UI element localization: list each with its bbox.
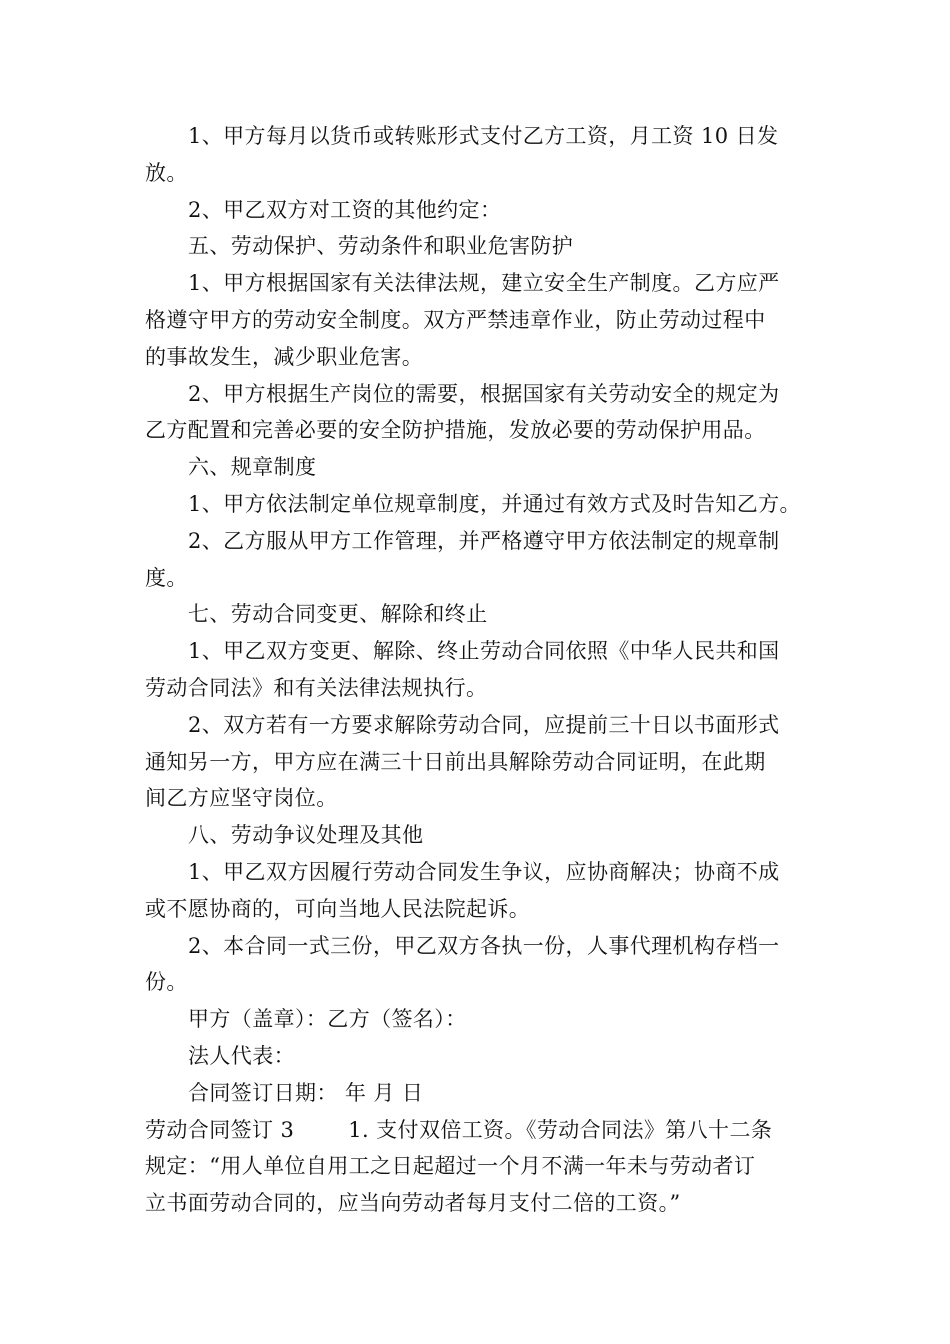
paragraph-line: 间乙方应坚守岗位。 <box>145 786 338 811</box>
sign-date-line: 合同签订日期： 年 月 日 <box>188 1080 424 1105</box>
section-3-line <box>145 1112 810 1149</box>
paragraph-line: 立书面劳动合同的，应当向劳动者每月支付二倍的工资。” <box>145 1191 681 1216</box>
section-heading: 五、劳动保护、劳动条件和职业危害防护 <box>188 234 574 259</box>
paragraph-line: 份。 <box>145 970 188 995</box>
paragraph-line: 2、甲方根据生产岗位的需要，根据国家有关劳动安全的规定为 <box>188 381 780 406</box>
paragraph-line: 2、本合同一式三份，甲乙双方各执一份，人事代理机构存档一 <box>188 933 780 958</box>
paragraph-line: 2、乙方服从甲方工作管理，并严格遵守甲方依法制定的规章制 <box>188 528 780 553</box>
paragraph-line: 1、甲乙双方因履行劳动合同发生争议，应协商解决；协商不成 <box>188 859 780 884</box>
paragraph-line: 乙方配置和完善必要的安全防护措施，发放必要的劳动保护用品。 <box>145 418 766 443</box>
paragraph-line: 1、甲乙双方变更、解除、终止劳动合同依照《中华人民共和国 <box>188 639 780 664</box>
paragraph-line: 通知另一方，甲方应在满三十日前出具解除劳动合同证明，在此期 <box>145 749 766 774</box>
section-heading: 八、劳动争议处理及其他 <box>188 823 424 848</box>
legal-representative-line: 法人代表： <box>188 1043 295 1068</box>
paragraph-line: 2、双方若有一方要求解除劳动合同，应提前三十日以书面形式 <box>188 712 780 737</box>
paragraph-line: 度。 <box>145 565 188 590</box>
paragraph-line: 的事故发生，减少职业危害。 <box>145 344 424 369</box>
section-heading: 六、规章制度 <box>188 455 317 480</box>
paragraph-line: 2、甲乙双方对工资的其他约定： <box>188 197 502 222</box>
section-3-heading: 劳动合同签订 3 <box>145 1117 295 1142</box>
document-body <box>145 118 810 1222</box>
paragraph-line: 格遵守甲方的劳动安全制度。双方严禁违章作业，防止劳动过程中 <box>145 307 766 332</box>
paragraph-line: 1、甲方每月以货币或转账形式支付乙方工资，月工资 10 日发 <box>188 124 779 148</box>
paragraph-line: 规定：“用人单位自用工之日起超过一个月不满一年未与劳动者订 <box>145 1154 756 1179</box>
section-heading: 七、劳动合同变更、解除和终止 <box>188 602 488 627</box>
paragraph-line: 或不愿协商的，可向当地人民法院起诉。 <box>145 896 531 921</box>
paragraph-line: 劳动合同法》和有关法律法规执行。 <box>145 675 488 700</box>
paragraph-line: 放。 <box>145 160 188 185</box>
section-3-first-text: 1. 支付双倍工资。《劳动合同法》第八十二条 <box>348 1117 773 1142</box>
paragraph-line: 1、甲方根据国家有关法律法规，建立安全生产制度。乙方应严 <box>188 271 780 296</box>
signature-line: 甲方（盖章）：乙方（签名）： <box>188 1007 467 1032</box>
paragraph-line: 1、甲方依法制定单位规章制度，并通过有效方式及时告知乙方。 <box>188 491 801 516</box>
